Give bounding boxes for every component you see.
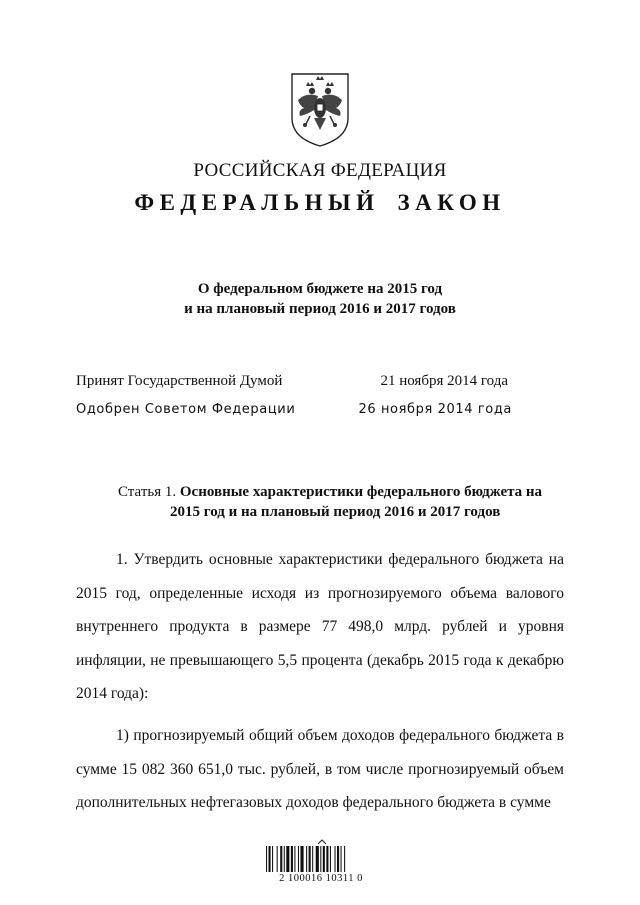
duma-date: 21 ноября 2014 года [380, 373, 508, 389]
document-barcode [262, 836, 380, 884]
article-title-line-1: Основные характеристики федерального бюджета на [179, 484, 543, 500]
duma-adoption-row [76, 373, 512, 390]
law-title-line-2: и на плановый период 2016 и 2017 годов [184, 301, 456, 317]
barcode-number: 2 100016 10311 0 [279, 873, 363, 884]
council-label: Одобрен Советом Федерации [76, 402, 296, 417]
law-type-heading [0, 190, 640, 216]
article-title-line-2: 2015 год и на плановый период 2016 и 2017 годов [170, 504, 501, 520]
coat-of-arms-emblem [288, 70, 352, 148]
double-headed-eagle-icon [288, 70, 352, 148]
article-heading [118, 482, 578, 522]
paragraph-2: 1) прогнозируемый общий объем доходов федерального бюджета в сумме 15 082 360 651,0 тыс. рублей, в том числе прогнозируемый объем дополнительных нефтегазовых доходов федерального бюджета в сумме [76, 727, 564, 811]
barcode-bars [266, 846, 376, 872]
law-title [0, 279, 640, 319]
paragraph-1: 1. Утвердить основные характеристики федерального бюджета на 2015 год, определенные исходя из прогнозируемого объема валового внутреннего продукта в размере 77 498,0 млрд. рублей и уровня инфляции, не превышающего 5,5 процента (декабрь 2015 года к декабрю 2014 года): [76, 551, 564, 702]
law-word-law: ЗАКОН [397, 190, 506, 215]
council-date: 26 ноября 2014 года [358, 402, 512, 417]
duma-label: Принят Государственной Думой [76, 373, 283, 389]
law-word-federal: ФЕДЕРАЛЬНЫЙ [134, 190, 380, 215]
article-number: Статья 1. [118, 484, 177, 500]
council-approval-row [76, 402, 512, 417]
country-heading: РОССИЙСКАЯ ФЕДЕРАЦИЯ [193, 160, 447, 181]
law-title-line-1: О федеральном бюджете на 2015 год [197, 281, 443, 297]
